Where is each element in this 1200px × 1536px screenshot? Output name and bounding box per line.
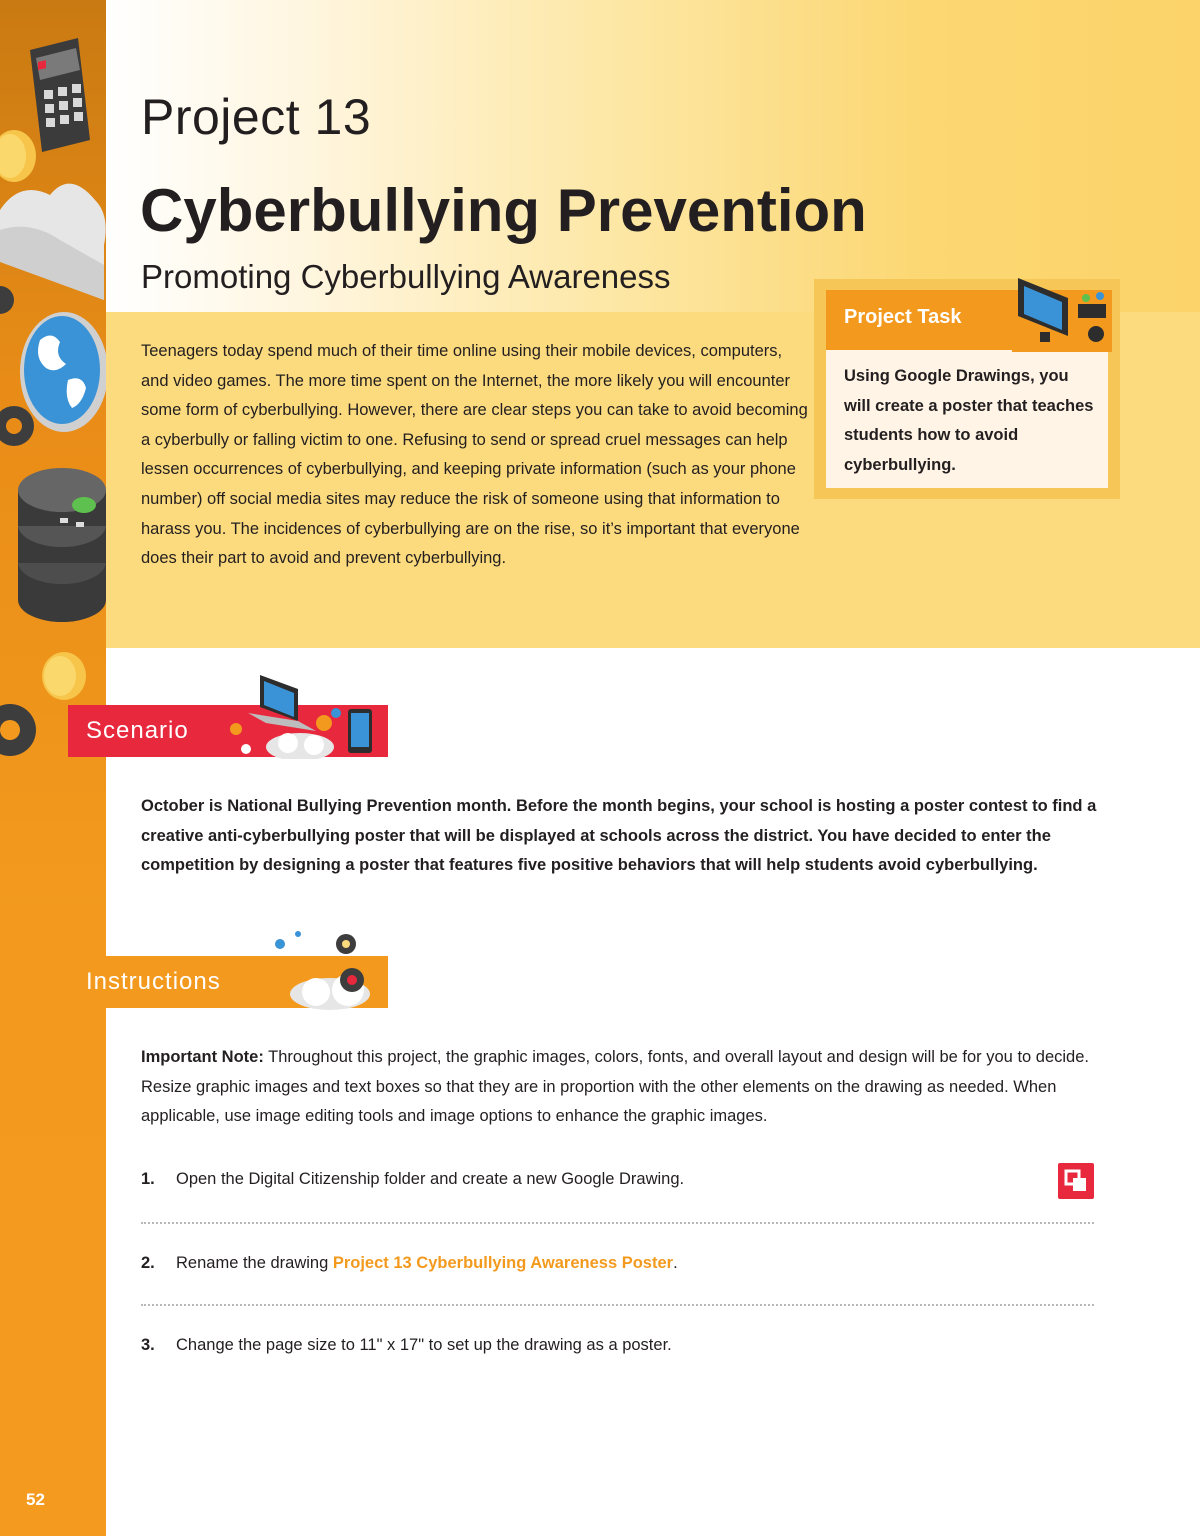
google-drawings-icon bbox=[1058, 1163, 1094, 1199]
important-note-label: Important Note: bbox=[141, 1048, 264, 1066]
server-icon bbox=[18, 468, 106, 622]
step-2 bbox=[141, 1254, 678, 1273]
step-number: 3. bbox=[141, 1336, 155, 1354]
step-text: Open the Digital Citizenship folder and create a new Google Drawing. bbox=[176, 1170, 685, 1188]
tech-illustration bbox=[0, 0, 106, 1536]
calculator-icon bbox=[30, 38, 90, 152]
important-note bbox=[141, 1043, 1101, 1132]
project-task-label: Project Task bbox=[844, 306, 962, 328]
globe-icon bbox=[20, 312, 106, 432]
scenario-label: Scenario bbox=[86, 717, 189, 744]
sidebar-decoration bbox=[0, 0, 106, 1536]
intro-paragraph: Teenagers today spend much of their time online using their mobile devices, computers, and video games. The more time spent on the Internet, the more likely you will encounter some form of cyberbullying. However, there are clear steps you can take to avoid becoming a cyberbully or falling victim to one. Refusing to send or spread cruel messages can help lessen occurrences of cyberbullying, and keeping private information (such as your phone number) off social media sites may reduce the risk of someone using that information to harass you. The incidences of cyberbullying are on the rise, so it’s important that everyone does their part to avoid and prevent cyberbullying. bbox=[141, 342, 808, 568]
project-task-text: Using Google Drawings, you will create a poster that teaches students how to avoid cyberbullying. bbox=[844, 367, 1094, 474]
gears-icon bbox=[268, 924, 388, 1010]
page-number: 52 bbox=[26, 1490, 45, 1509]
scenario-tag bbox=[68, 705, 388, 757]
divider bbox=[141, 1222, 1094, 1224]
step-text: Rename the drawing bbox=[176, 1254, 333, 1272]
step-number: 1. bbox=[141, 1170, 155, 1188]
drawing-name-highlight: Project 13 Cyberbullying Awareness Poster bbox=[332, 1254, 674, 1272]
step-1 bbox=[141, 1170, 684, 1189]
project-number: Project 13 bbox=[141, 89, 372, 145]
step-number: 2. bbox=[141, 1254, 155, 1272]
laptop-icon bbox=[218, 673, 388, 759]
page-subtitle: Promoting Cyberbullying Awareness bbox=[141, 258, 671, 295]
important-note-text: Throughout this project, the graphic images, colors, fonts, and overall layout and design will be for you to decide. Resize graphic images and text boxes so that they are in proportion with the other elements on the drawing as needed. When applicable, use image editing tools and image options to enhance the graphic images. bbox=[141, 1048, 1089, 1126]
page-title: Cyberbullying Prevention bbox=[140, 177, 867, 244]
step-text: Change the page size to 11" x 17" to set up the drawing as a poster. bbox=[176, 1336, 672, 1354]
instructions-label: Instructions bbox=[86, 968, 221, 995]
step-3 bbox=[141, 1336, 672, 1355]
cloud-icon bbox=[0, 184, 106, 300]
divider bbox=[141, 1304, 1094, 1306]
scenario-text: October is National Bullying Prevention month. Before the month begins, your school is hosting a poster contest to find a creative anti-cyberbullying poster that will be displayed at schools across the district. You have decided to enter the competition by designing a poster that features five positive behaviors that will help students avoid cyberbullying. bbox=[141, 797, 1097, 875]
step-text-end: . bbox=[673, 1254, 678, 1272]
computer-icon bbox=[1012, 274, 1112, 354]
instructions-tag bbox=[68, 956, 388, 1008]
